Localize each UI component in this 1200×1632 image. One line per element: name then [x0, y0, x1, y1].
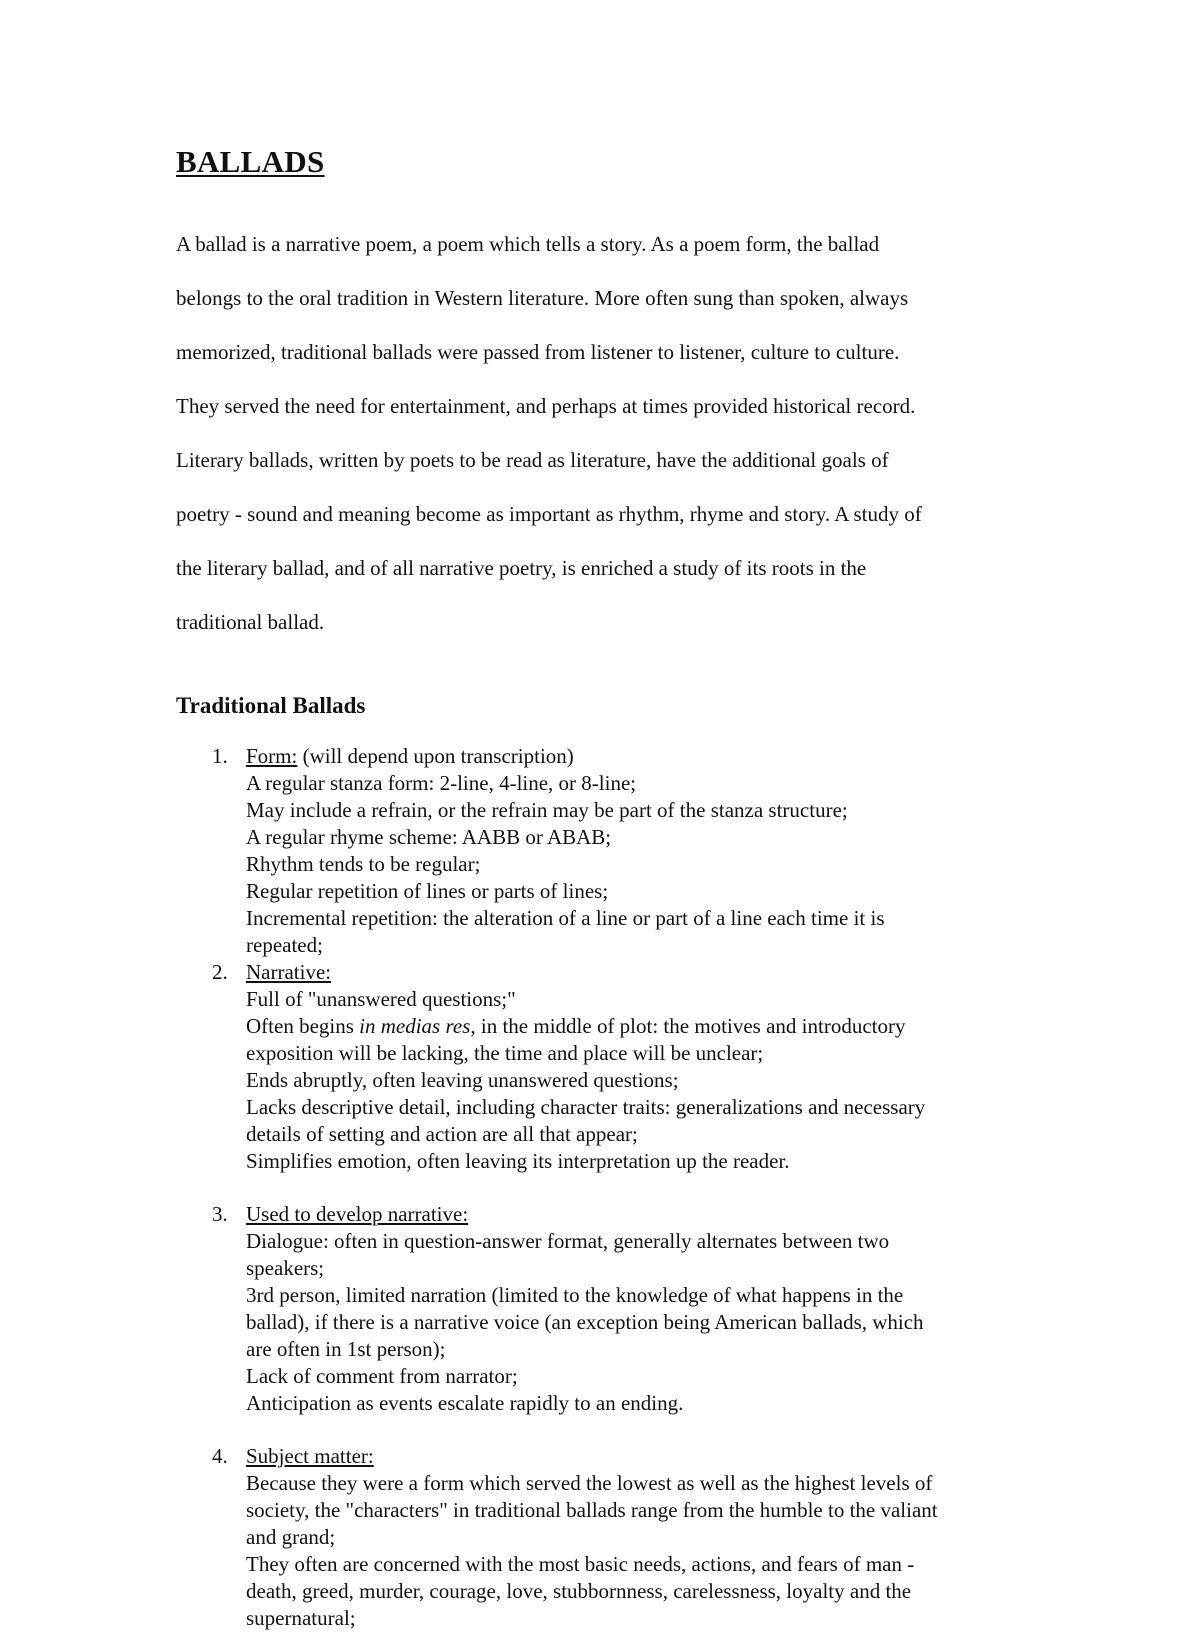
item-line: Full of "unanswered questions;"	[246, 987, 516, 1011]
item-line: Dialogue: often in question-answer format, generally alternates between two	[246, 1229, 890, 1253]
item-number: 4.	[212, 1444, 228, 1468]
item-line: Because they were a form which served the lowest as well as the highest levels of	[246, 1471, 933, 1495]
item-line: Ends abruptly, often leaving unanswered questions;	[246, 1068, 679, 1092]
item-heading: Used to develop narrative:	[246, 1202, 469, 1226]
intro-line: A ballad is a narrative poem, a poem which tells a story. As a poem form, the ballad	[176, 232, 880, 256]
item-heading-line	[246, 1443, 1036, 1470]
item-line: exposition will be lacking, the time and place will be unclear;	[246, 1041, 764, 1065]
item-line: Regular repetition of lines or parts of lines;	[246, 879, 609, 903]
item-line: A regular rhyme scheme: AABB or ABAB;	[246, 825, 612, 849]
item-number: 2.	[212, 960, 228, 984]
ballad-features-list	[176, 743, 1036, 1632]
section-heading: Traditional Ballads	[176, 693, 366, 718]
item-line: Simplifies emotion, often leaving its interpretation up the reader.	[246, 1149, 790, 1173]
item-line: 3rd person, limited narration (limited to the knowledge of what happens in the	[246, 1283, 904, 1307]
item-heading-line	[246, 743, 1036, 770]
item-line: speakers;	[246, 1256, 325, 1280]
item-heading-line	[246, 959, 1036, 986]
list-item-narrative	[176, 959, 1036, 1175]
italic-line-before: Often begins	[246, 1014, 360, 1038]
intro-line: They served the need for entertainment, and perhaps at times provided historical record.	[176, 394, 916, 418]
italic-line-after: , in the middle of plot: the motives and introductory	[470, 1014, 906, 1038]
item-heading: Form:	[246, 744, 298, 768]
item-line-with-italic	[246, 1013, 1036, 1040]
item-number: 1.	[212, 744, 228, 768]
intro-paragraph	[176, 204, 1036, 663]
item-line: Lacks descriptive detail, including character traits: generalizations and necessary	[246, 1095, 926, 1119]
item-line: death, greed, murder, courage, love, stubbornness, carelessness, loyalty and the	[246, 1579, 912, 1603]
intro-line: memorized, traditional ballads were passed from listener to listener, culture to culture.	[176, 340, 900, 364]
item-line: society, the "characters" in traditional ballads range from the humble to the valiant	[246, 1498, 938, 1522]
italic-phrase: in medias res	[359, 1014, 471, 1038]
item-heading: Subject matter:	[246, 1444, 374, 1468]
item-line: They often are concerned with the most basic needs, actions, and fears of man -	[246, 1552, 915, 1576]
intro-line: poetry - sound and meaning become as important as rhythm, rhyme and story. A study of	[176, 502, 922, 526]
item-line: Anticipation as events escalate rapidly to an ending.	[246, 1391, 684, 1415]
item-line: May include a refrain, or the refrain may be part of the stanza structure;	[246, 798, 848, 822]
item-line: and grand;	[246, 1525, 336, 1549]
item-line: supernatural;	[246, 1606, 356, 1630]
list-item-subject-matter	[176, 1443, 1036, 1632]
intro-line: the literary ballad, and of all narrative poetry, is enriched a study of its roots in the	[176, 556, 867, 580]
item-line: repeated;	[246, 933, 323, 957]
document-title: BALLADS	[176, 144, 325, 179]
item-line: Rhythm tends to be regular;	[246, 852, 481, 876]
item-heading-line	[246, 1201, 1036, 1228]
item-line: are often in 1st person);	[246, 1337, 446, 1361]
intro-line: belongs to the oral tradition in Western literature. More often sung than spoken, always	[176, 286, 909, 310]
item-line: ballad), if there is a narrative voice (an exception being American ballads, which	[246, 1310, 924, 1334]
item-line: A regular stanza form: 2-line, 4-line, or 8-line;	[246, 771, 637, 795]
item-number: 3.	[212, 1202, 228, 1226]
document-page	[176, 142, 1036, 1632]
item-line: Lack of comment from narrator;	[246, 1364, 518, 1388]
item-heading: Narrative:	[246, 960, 332, 984]
intro-line: Literary ballads, written by poets to be read as literature, have the additional goals of	[176, 448, 889, 472]
item-line: details of setting and action are all that appear;	[246, 1122, 638, 1146]
list-item-used-to-develop	[176, 1201, 1036, 1417]
item-heading-suffix: (will depend upon transcription)	[297, 744, 574, 768]
item-line: Incremental repetition: the alteration of a line or part of a line each time it is	[246, 906, 885, 930]
list-item-form	[176, 743, 1036, 959]
intro-line: traditional ballad.	[176, 610, 325, 634]
